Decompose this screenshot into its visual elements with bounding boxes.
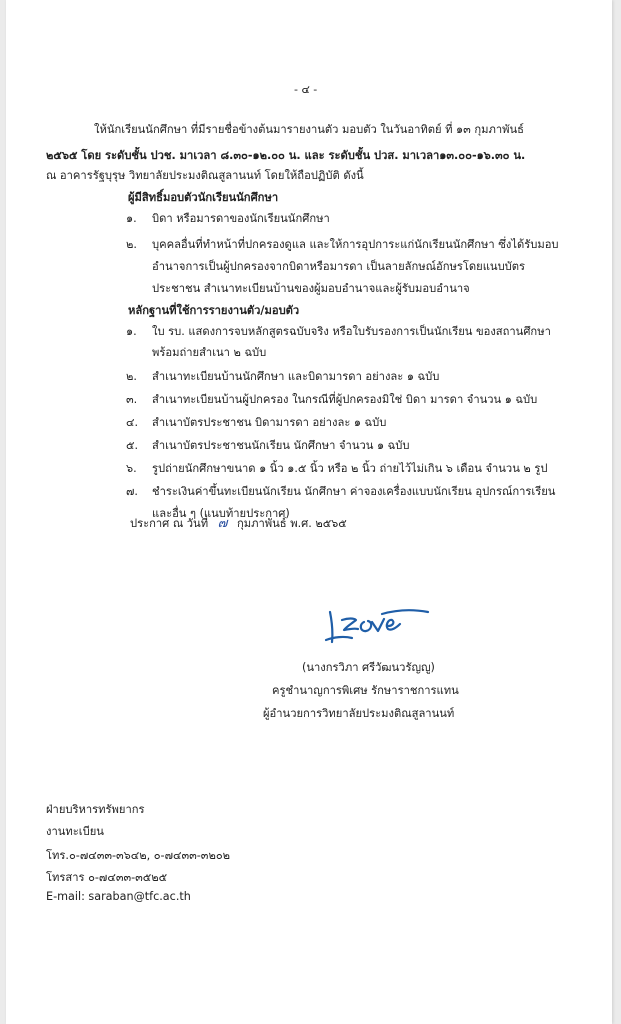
list-item-text: สำเนาบัตรประชาชน บิดามารดา อย่างละ ๑ ฉบับ <box>152 416 387 429</box>
list-item-number: ๖. <box>126 462 137 475</box>
list-item-text: สำเนาทะเบียนบ้านผู้ปกครอง ในกรณีที่ผู้ปกครองมิใช่ บิดา มารดา จำนวน ๑ ฉบับ <box>152 393 538 406</box>
signatory-title-1: ครูชำนาญการพิเศษ รักษาราชการแทน <box>272 684 459 697</box>
announcement-day: ๗ <box>217 516 228 531</box>
list-item-number: ๒. <box>126 370 137 383</box>
list-item-text: สำเนาบัตรประชาชนนักเรียน นักศึกษา จำนวน ๑ ฉบับ <box>152 439 410 452</box>
list-item-number: ๕. <box>126 439 139 452</box>
footer-department: ฝ่ายบริหารทรัพยากร <box>46 803 145 816</box>
intro-line-1: ให้นักเรียนนักศึกษา ที่มีรายชื่อข้างต้นมารายงานตัว มอบตัว ในวันอาทิตย์ ที่ ๑๓ กุมภาพันธ์ <box>94 123 524 136</box>
list-item-number: ๗. <box>126 485 138 498</box>
list-item-text: ชำระเงินค่าขึ้นทะเบียนนักเรียน นักศึกษา ค่าจองเครื่องแบบนักเรียน อุปกรณ์การเรียน <box>152 485 556 498</box>
footer-email: E-mail: saraban@tfc.ac.th <box>46 890 191 903</box>
announcement-prefix: ประกาศ ณ วันที่ <box>130 517 209 530</box>
document-page <box>6 0 612 1024</box>
list-item-text: รูปถ่ายนักศึกษาขนาด ๑ นิ้ว ๑.๕ นิ้ว หรือ ๒ นิ้ว ถ่ายไว้ไม่เกิน ๖ เดือน จำนวน ๒ รูป <box>152 462 548 475</box>
footer-unit: งานทะเบียน <box>46 825 104 838</box>
list-item-text: ใบ รบ. แสดงการจบหลักสูตรฉบับจริง หรือใบรับรองการเป็นนักเรียน ของสถานศึกษา <box>152 325 551 338</box>
list-item-text: บุคคลอื่นที่ทำหน้าที่ปกครองดูแล และให้การอุปการะแก่นักเรียนนักศึกษา ซึ่งได้รับมอบ <box>152 238 559 251</box>
section-heading-eligible: ผู้มีสิทธิ์มอบตัวนักเรียนนักศึกษา <box>128 191 279 204</box>
list-item-number: ๔. <box>126 416 139 429</box>
intro-line-3: ณ อาคารรัฐบุรุษ วิทยาลัยประมงติณสูลานนท์ โดยให้ถือปฏิบัติ ดังนี้ <box>46 169 364 182</box>
list-item-text: อำนาจการเป็นผู้ปกครองจากบิดาหรือมารดา เป็นลายลักษณ์อักษรโดยแนบบัตร <box>152 260 526 273</box>
signatory-title-2: ผู้อำนวยการวิทยาลัยประมงติณสูลานนท์ <box>263 707 455 720</box>
list-item-number: ๑. <box>126 325 137 338</box>
list-item-number: ๑. <box>126 212 137 225</box>
footer-phone: โทร.๐-๗๔๓๓-๓๖๔๒, ๐-๗๔๓๓-๓๒๐๒ <box>46 849 231 862</box>
list-item-number: ๓. <box>126 393 138 406</box>
signatory-name: (นางกรวิภา ศรีวัฒนวรัญญู) <box>302 661 435 674</box>
list-item-text: และอื่น ๆ (แนบท้ายประกาศ) <box>152 507 290 520</box>
list-item-text: พร้อมถ่ายสำเนา ๒ ฉบับ <box>152 346 267 359</box>
list-item-number: ๒. <box>126 238 137 251</box>
signature <box>324 596 432 648</box>
list-item-text: บิดา หรือมารดาของนักเรียนนักศึกษา <box>152 212 330 225</box>
page-number: - ๔ - <box>294 83 318 96</box>
announcement-date <box>130 516 347 532</box>
footer-fax: โทรสาร ๐-๗๔๓๓-๓๕๒๕ <box>46 871 168 884</box>
list-item-text: ประชาชน สำเนาทะเบียนบ้านของผู้มอบอำนาจและผู้รับมอบอำนาจ <box>152 282 470 295</box>
section-heading-documents: หลักฐานที่ใช้การรายงานตัว/มอบตัว <box>128 304 300 317</box>
intro-line-2: ๒๕๖๕ โดย ระดับชั้น ปวช. มาเวลา ๘.๓๐-๑๒.๐๐ น. และ ระดับชั้น ปวส. มาเวลา๑๓.๐๐-๑๖.๓๐ น. <box>46 149 526 162</box>
announcement-month-year: กุมภาพันธ์ พ.ศ. ๒๕๖๕ <box>236 517 347 530</box>
list-item-text: สำเนาทะเบียนบ้านนักศึกษา และบิดามารดา อย่างละ ๑ ฉบับ <box>152 370 440 383</box>
